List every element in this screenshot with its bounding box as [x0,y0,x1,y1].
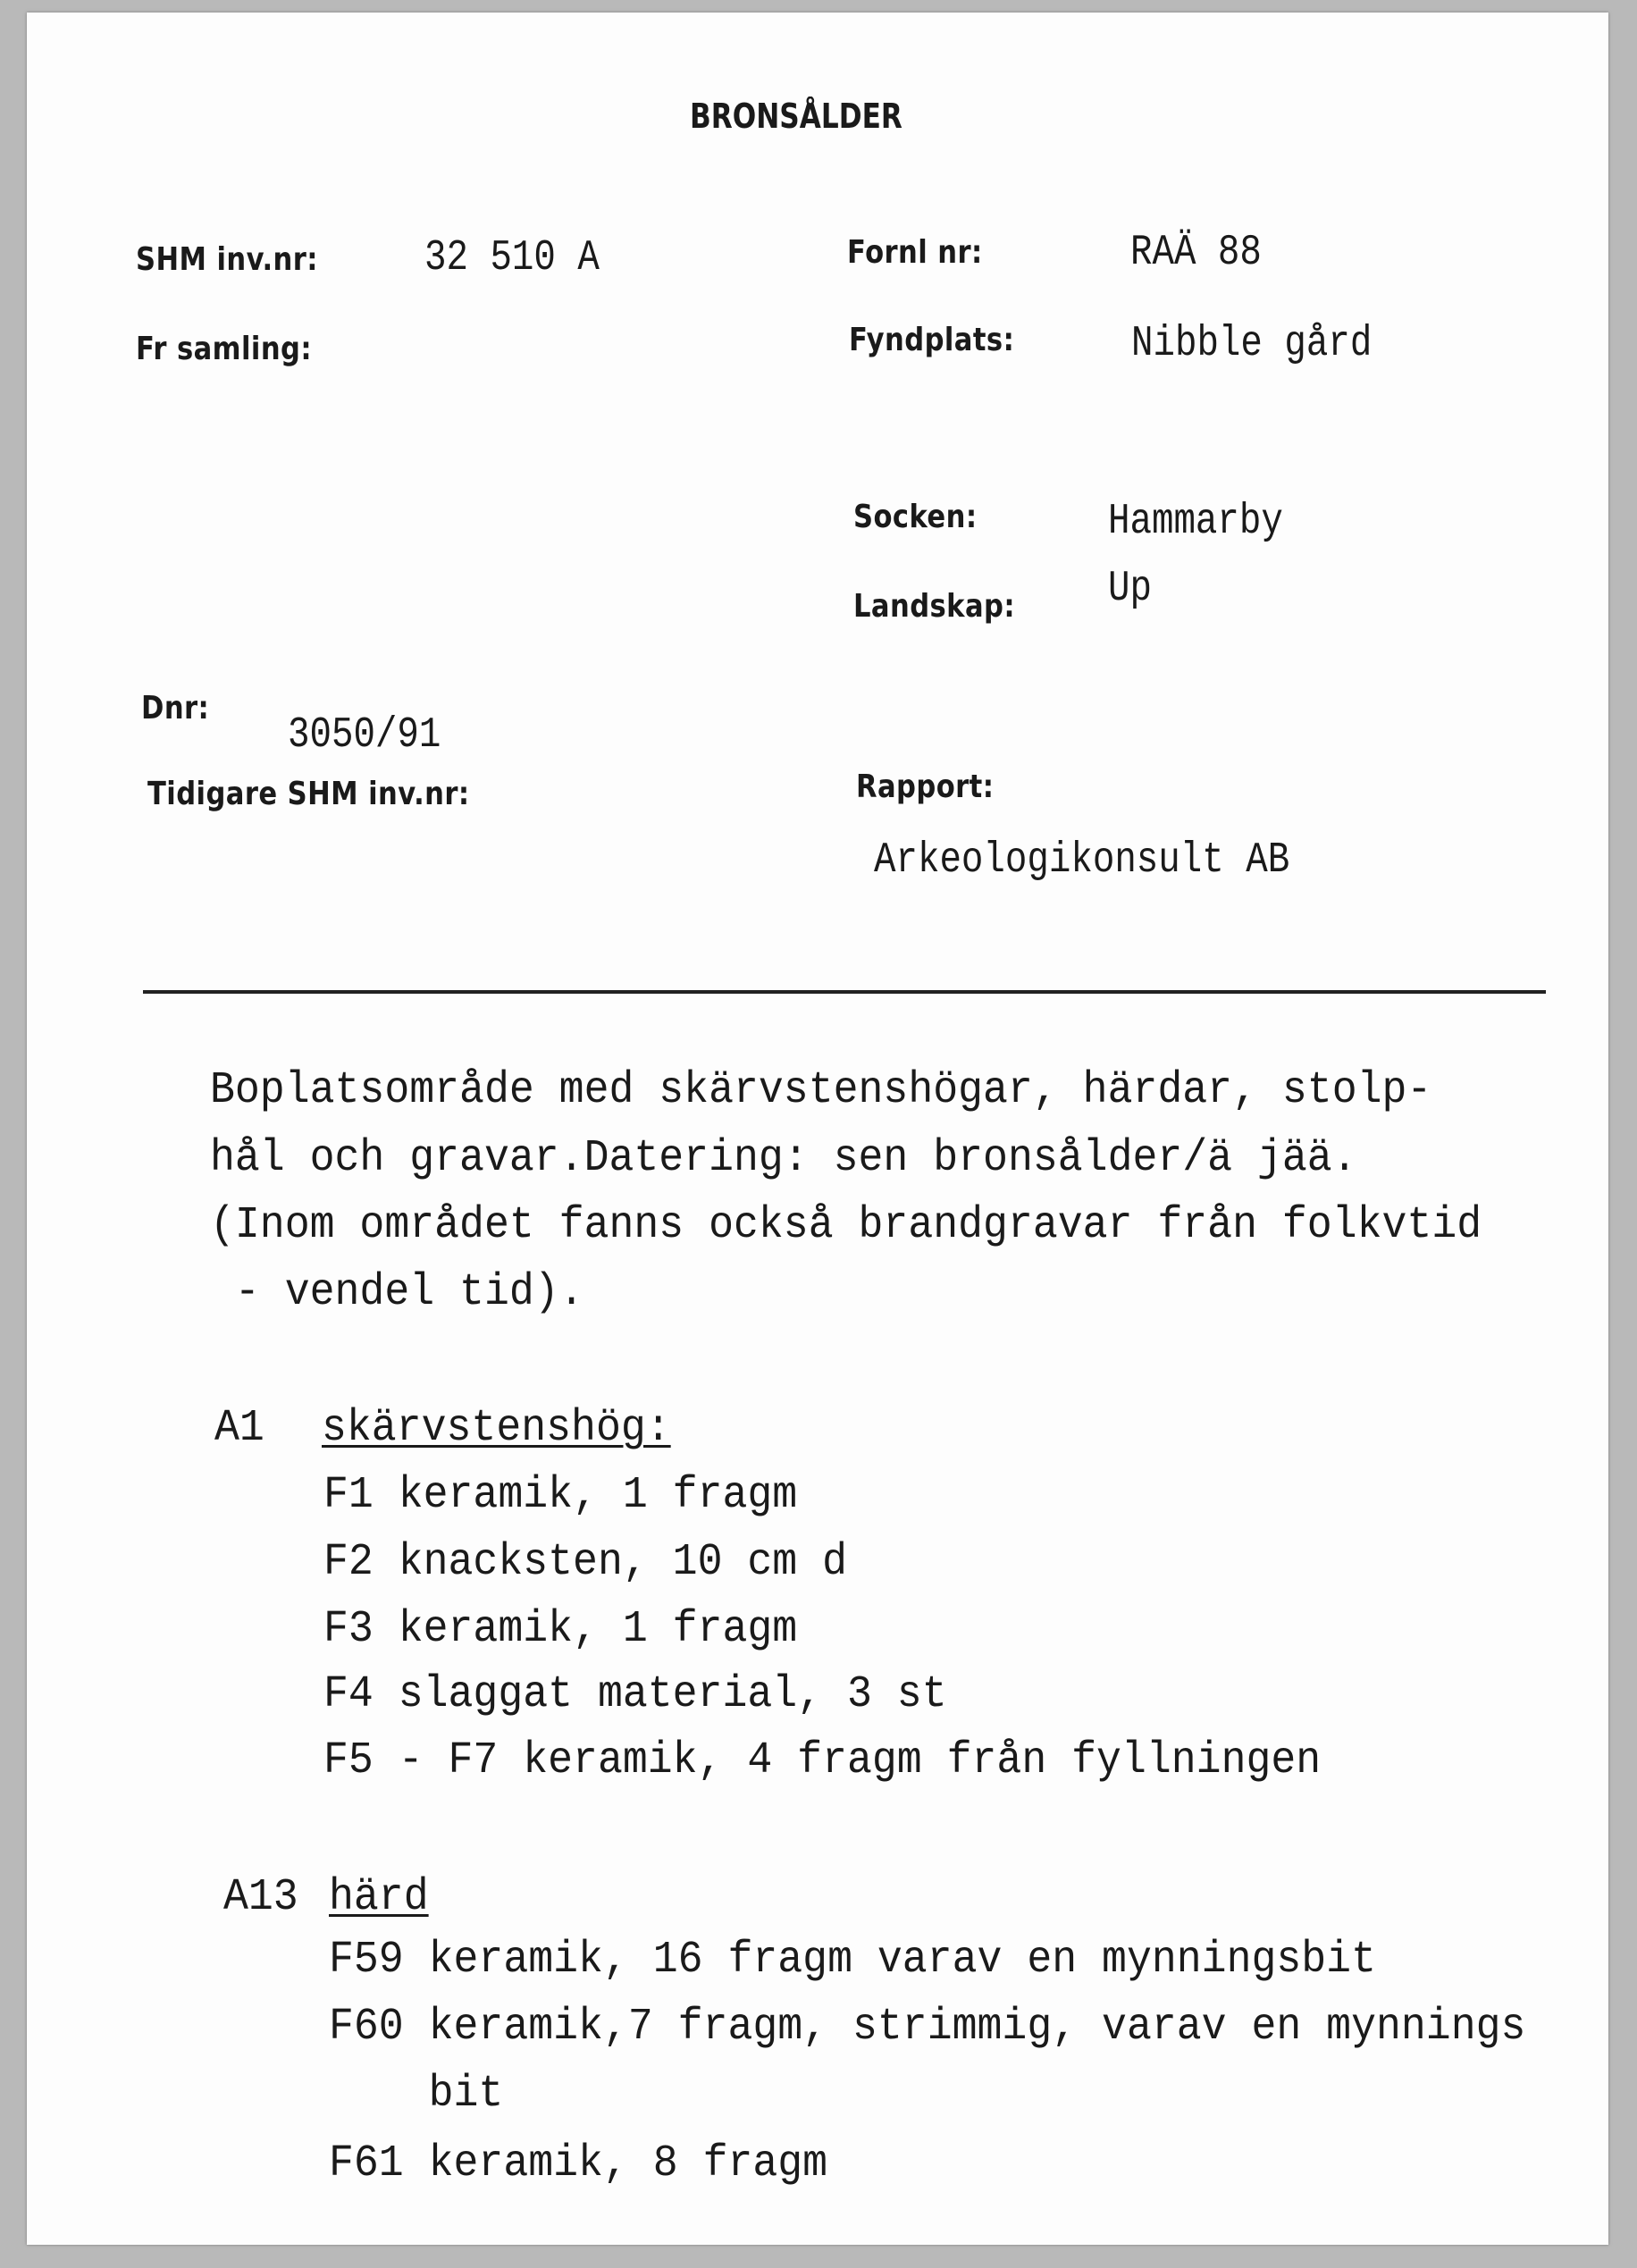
find-item: F3 keramik, 1 fragm [323,1604,798,1655]
socken-label: Socken: [853,499,978,535]
description-line: Boplatsområde med skärvstenshögar, härdar, stolp- [210,1065,1432,1116]
fornl-label: Fornl nr: [847,234,983,271]
socken-value: Hammarby [1108,498,1283,546]
find-item: F5 - F7 keramik, 4 fragm från fyllningen [323,1735,1322,1786]
section-id: A13 [223,1872,298,1923]
section-name: härd [329,1872,429,1923]
shm-inv-label: SHM inv.nr: [136,241,318,278]
find-item: F61 keramik, 8 fragm [329,2138,828,2189]
fr-samling-label: Fr samling: [136,331,313,367]
find-item: F4 slaggat material, 3 st [323,1669,947,1720]
find-item: bit [329,2069,504,2120]
find-item: F1 keramik, 1 fragm [323,1470,798,1521]
shm-inv-value: 32 510 A [424,234,600,282]
find-item: F59 keramik, 16 fragm varav en mynningsbit [329,1935,1377,1986]
dnr-label: Dnr: [141,690,210,727]
landskap-label: Landskap: [853,588,1016,625]
description-line: (Inom området fanns också brandgravar från folkvtid [210,1200,1482,1251]
find-item: F2 knacksten, 10 cm d [323,1537,848,1588]
divider-line [143,990,1546,994]
description-line: - vendel tid). [210,1267,584,1318]
fornl-value: RAÄ 88 [1130,229,1262,277]
description-line: hål och gravar.Datering: sen bronsålder/ä jää. [210,1133,1357,1184]
dnr-value: 3050/91 [288,711,441,760]
section-name: skärvstenshög: [322,1403,671,1454]
find-item: F60 keramik,7 fragm, strimmig, varav en mynnings [329,2002,1526,2053]
fyndplats-label: Fyndplats: [849,322,1015,358]
rapport-label: Rapport: [856,769,995,805]
section-id: A1 [214,1403,264,1454]
tidigare-shm-label: Tidigare SHM inv.nr: [147,776,470,812]
fyndplats-value: Nibble gård [1131,320,1373,368]
landskap-value: Up [1108,565,1152,613]
rapport-value: Arkeologikonsult AB [874,836,1290,885]
page-title: BRONSÅLDER [690,97,902,136]
